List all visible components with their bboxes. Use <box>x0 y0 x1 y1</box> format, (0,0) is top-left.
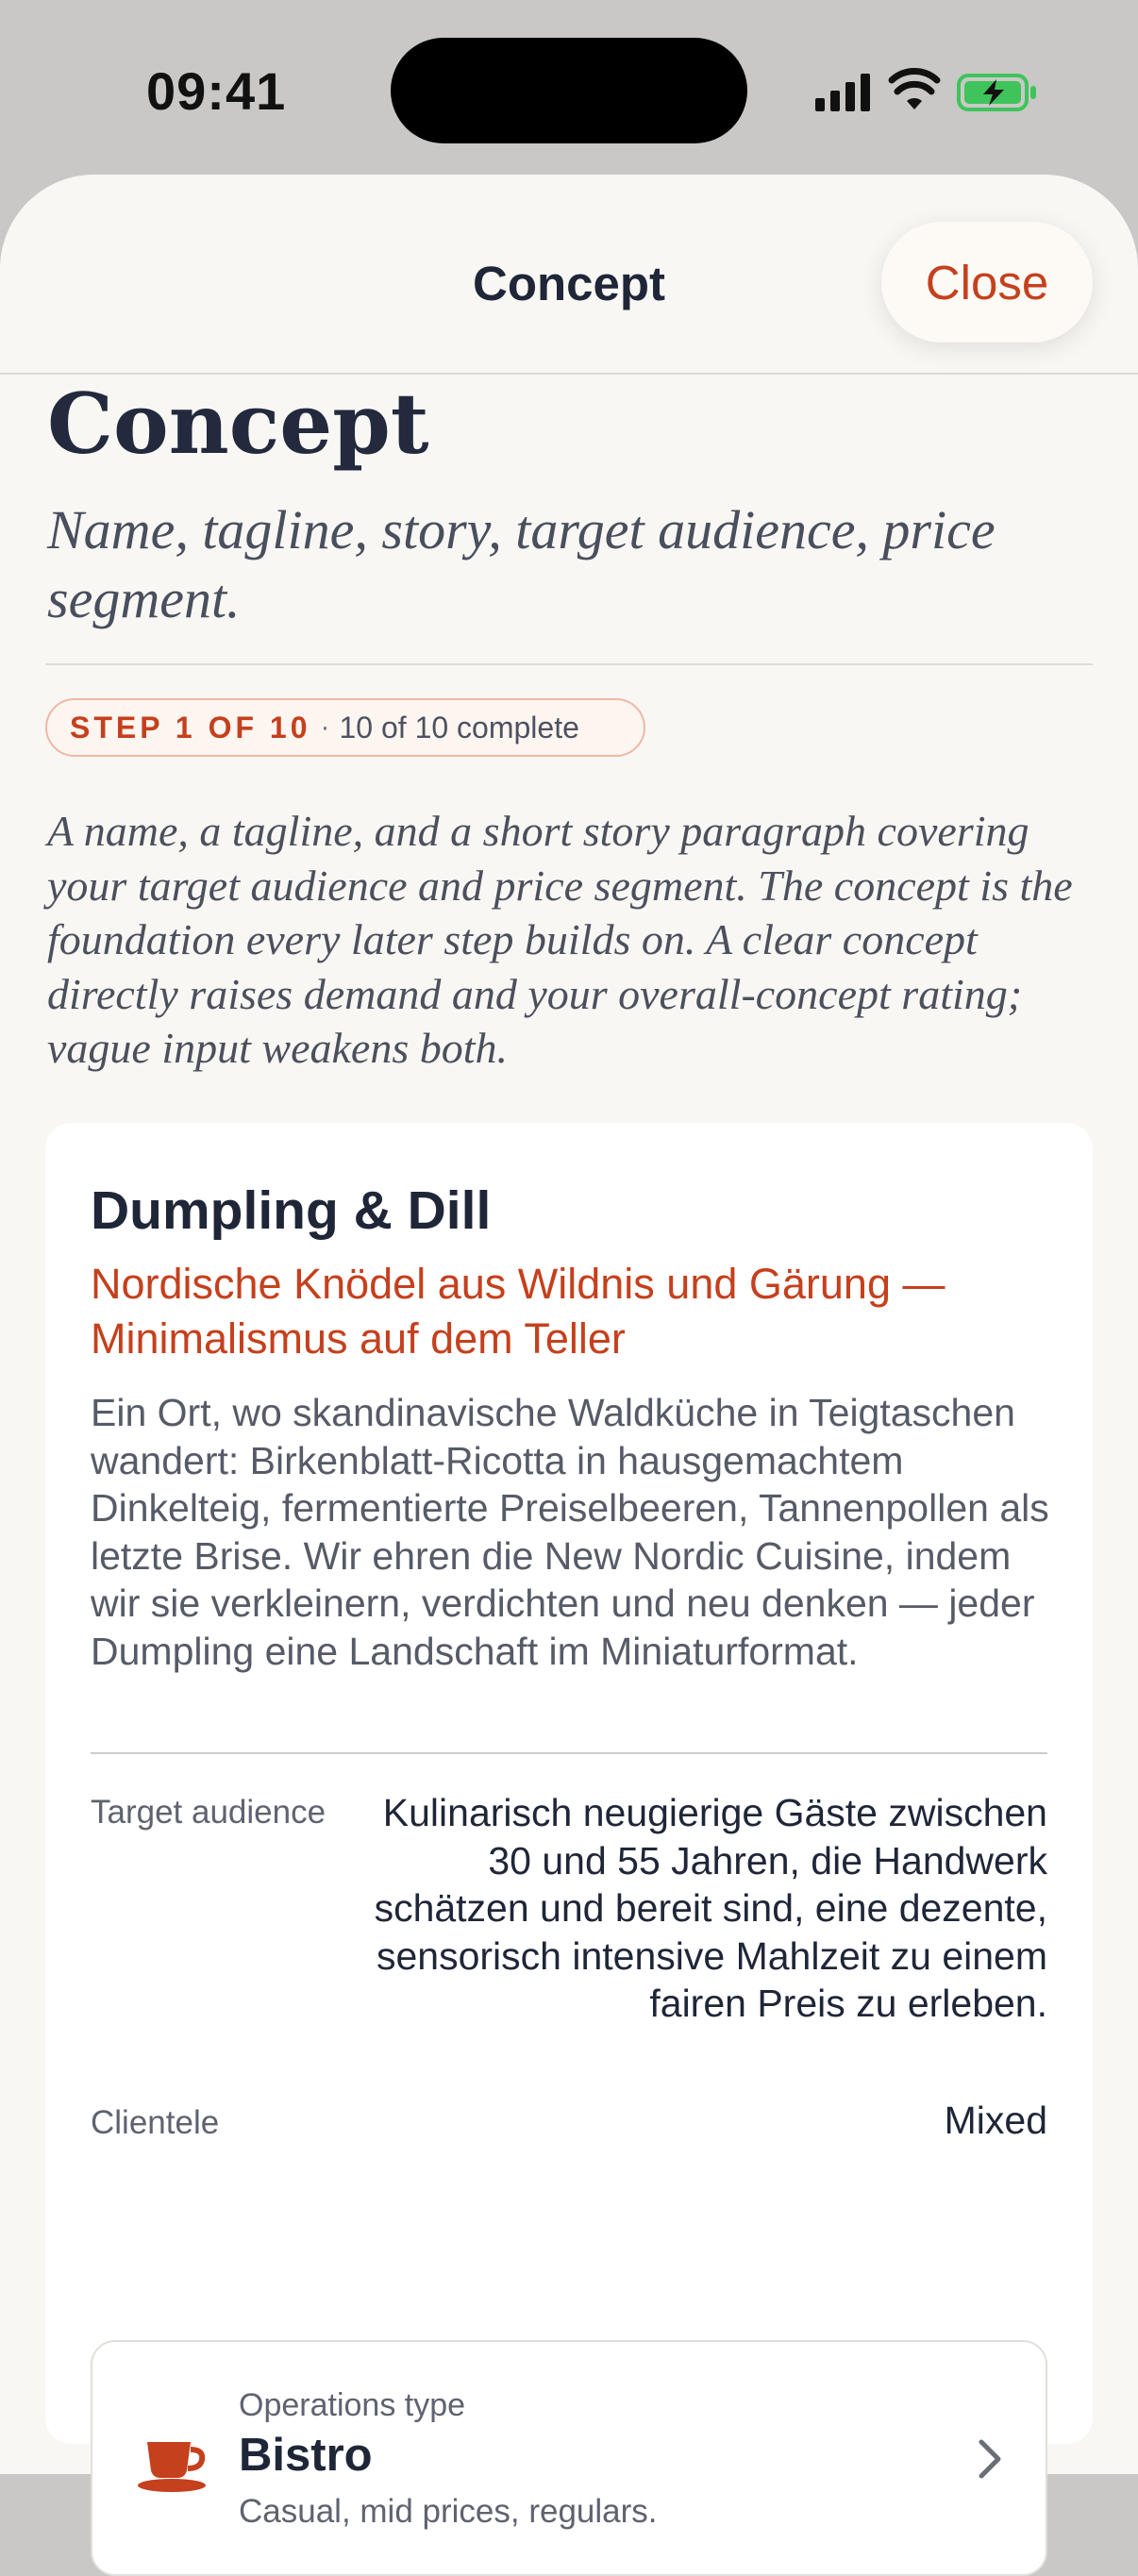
status-time: 09:41 <box>146 61 287 121</box>
target-audience-value: Kulinarisch neugierige Gäste zwischen 30 und 55 Jahren, die Handwerk schätzen und bereit sind, eine dezente, sensorisch intensive Mahlzeit zu einem fairen Preis zu erleben. <box>374 1791 1047 2025</box>
dynamic-island <box>391 38 747 143</box>
step-complete-count: 10 of 10 complete <box>339 710 579 744</box>
restaurant-name: Dumpling & Dill <box>91 1180 492 1241</box>
step-separator: · <box>320 711 330 743</box>
concept-sheet <box>0 175 1138 2530</box>
restaurant-story: Ein Ort, wo skandinavische Waldküche in Teigtaschen wandert: Birkenblatt-Ricotta in hausgemachtem Dinkelteig, fermentierte Preiselbeeren, Tannenpollen als letzte Brise. Wir ehren die New Nordic Cuisine, indem wir sie verkleinern, verdichten und neu denken — jeder Dumpling eine Landschaft im Miniaturformat. <box>91 1391 1049 1673</box>
sheet-header <box>0 175 1138 375</box>
section-divider <box>45 663 1093 665</box>
clientele-value: Mixed <box>944 2099 1047 2142</box>
card-divider <box>91 1752 1047 1754</box>
operations-type-row[interactable] <box>91 2340 1047 2576</box>
clientele-label: Clientele <box>91 2104 220 2141</box>
operations-type-label: Operations type <box>239 2387 466 2423</box>
concept-card <box>45 1123 1093 2530</box>
restaurant-tagline: Nordische Knödel aus Wildnis und Gärung — Minimalismus auf dem Teller <box>91 1260 946 1363</box>
cellular-signal-icon <box>815 74 872 111</box>
step-progress-badge <box>45 698 645 757</box>
battery-charging-icon <box>957 72 1038 113</box>
close-button[interactable]: Close <box>881 222 1093 343</box>
operations-type-description: Casual, mid prices, regulars. <box>239 2493 658 2530</box>
sheet-title: Concept <box>473 257 665 310</box>
page-heading: Concept <box>47 375 429 473</box>
step-description: A name, a tagline, and a short story paragraph covering your target audience and price segment. The concept is the foundation every later step builds on. A clear concept directly raises demand and your overall-concept rating; vague input weakens both. <box>47 807 1073 1072</box>
chevron-right-icon <box>976 2438 1004 2480</box>
page-subtitle: Name, tagline, story, target audience, price segment. <box>47 499 996 629</box>
step-label: STEP 1 OF 10 <box>70 710 311 744</box>
wifi-icon <box>889 68 940 109</box>
status-bar <box>0 0 1138 179</box>
target-audience-label: Target audience <box>91 1794 326 1831</box>
operations-type-value: Bistro <box>239 2430 373 2481</box>
coffee-cup-icon <box>136 2429 213 2493</box>
